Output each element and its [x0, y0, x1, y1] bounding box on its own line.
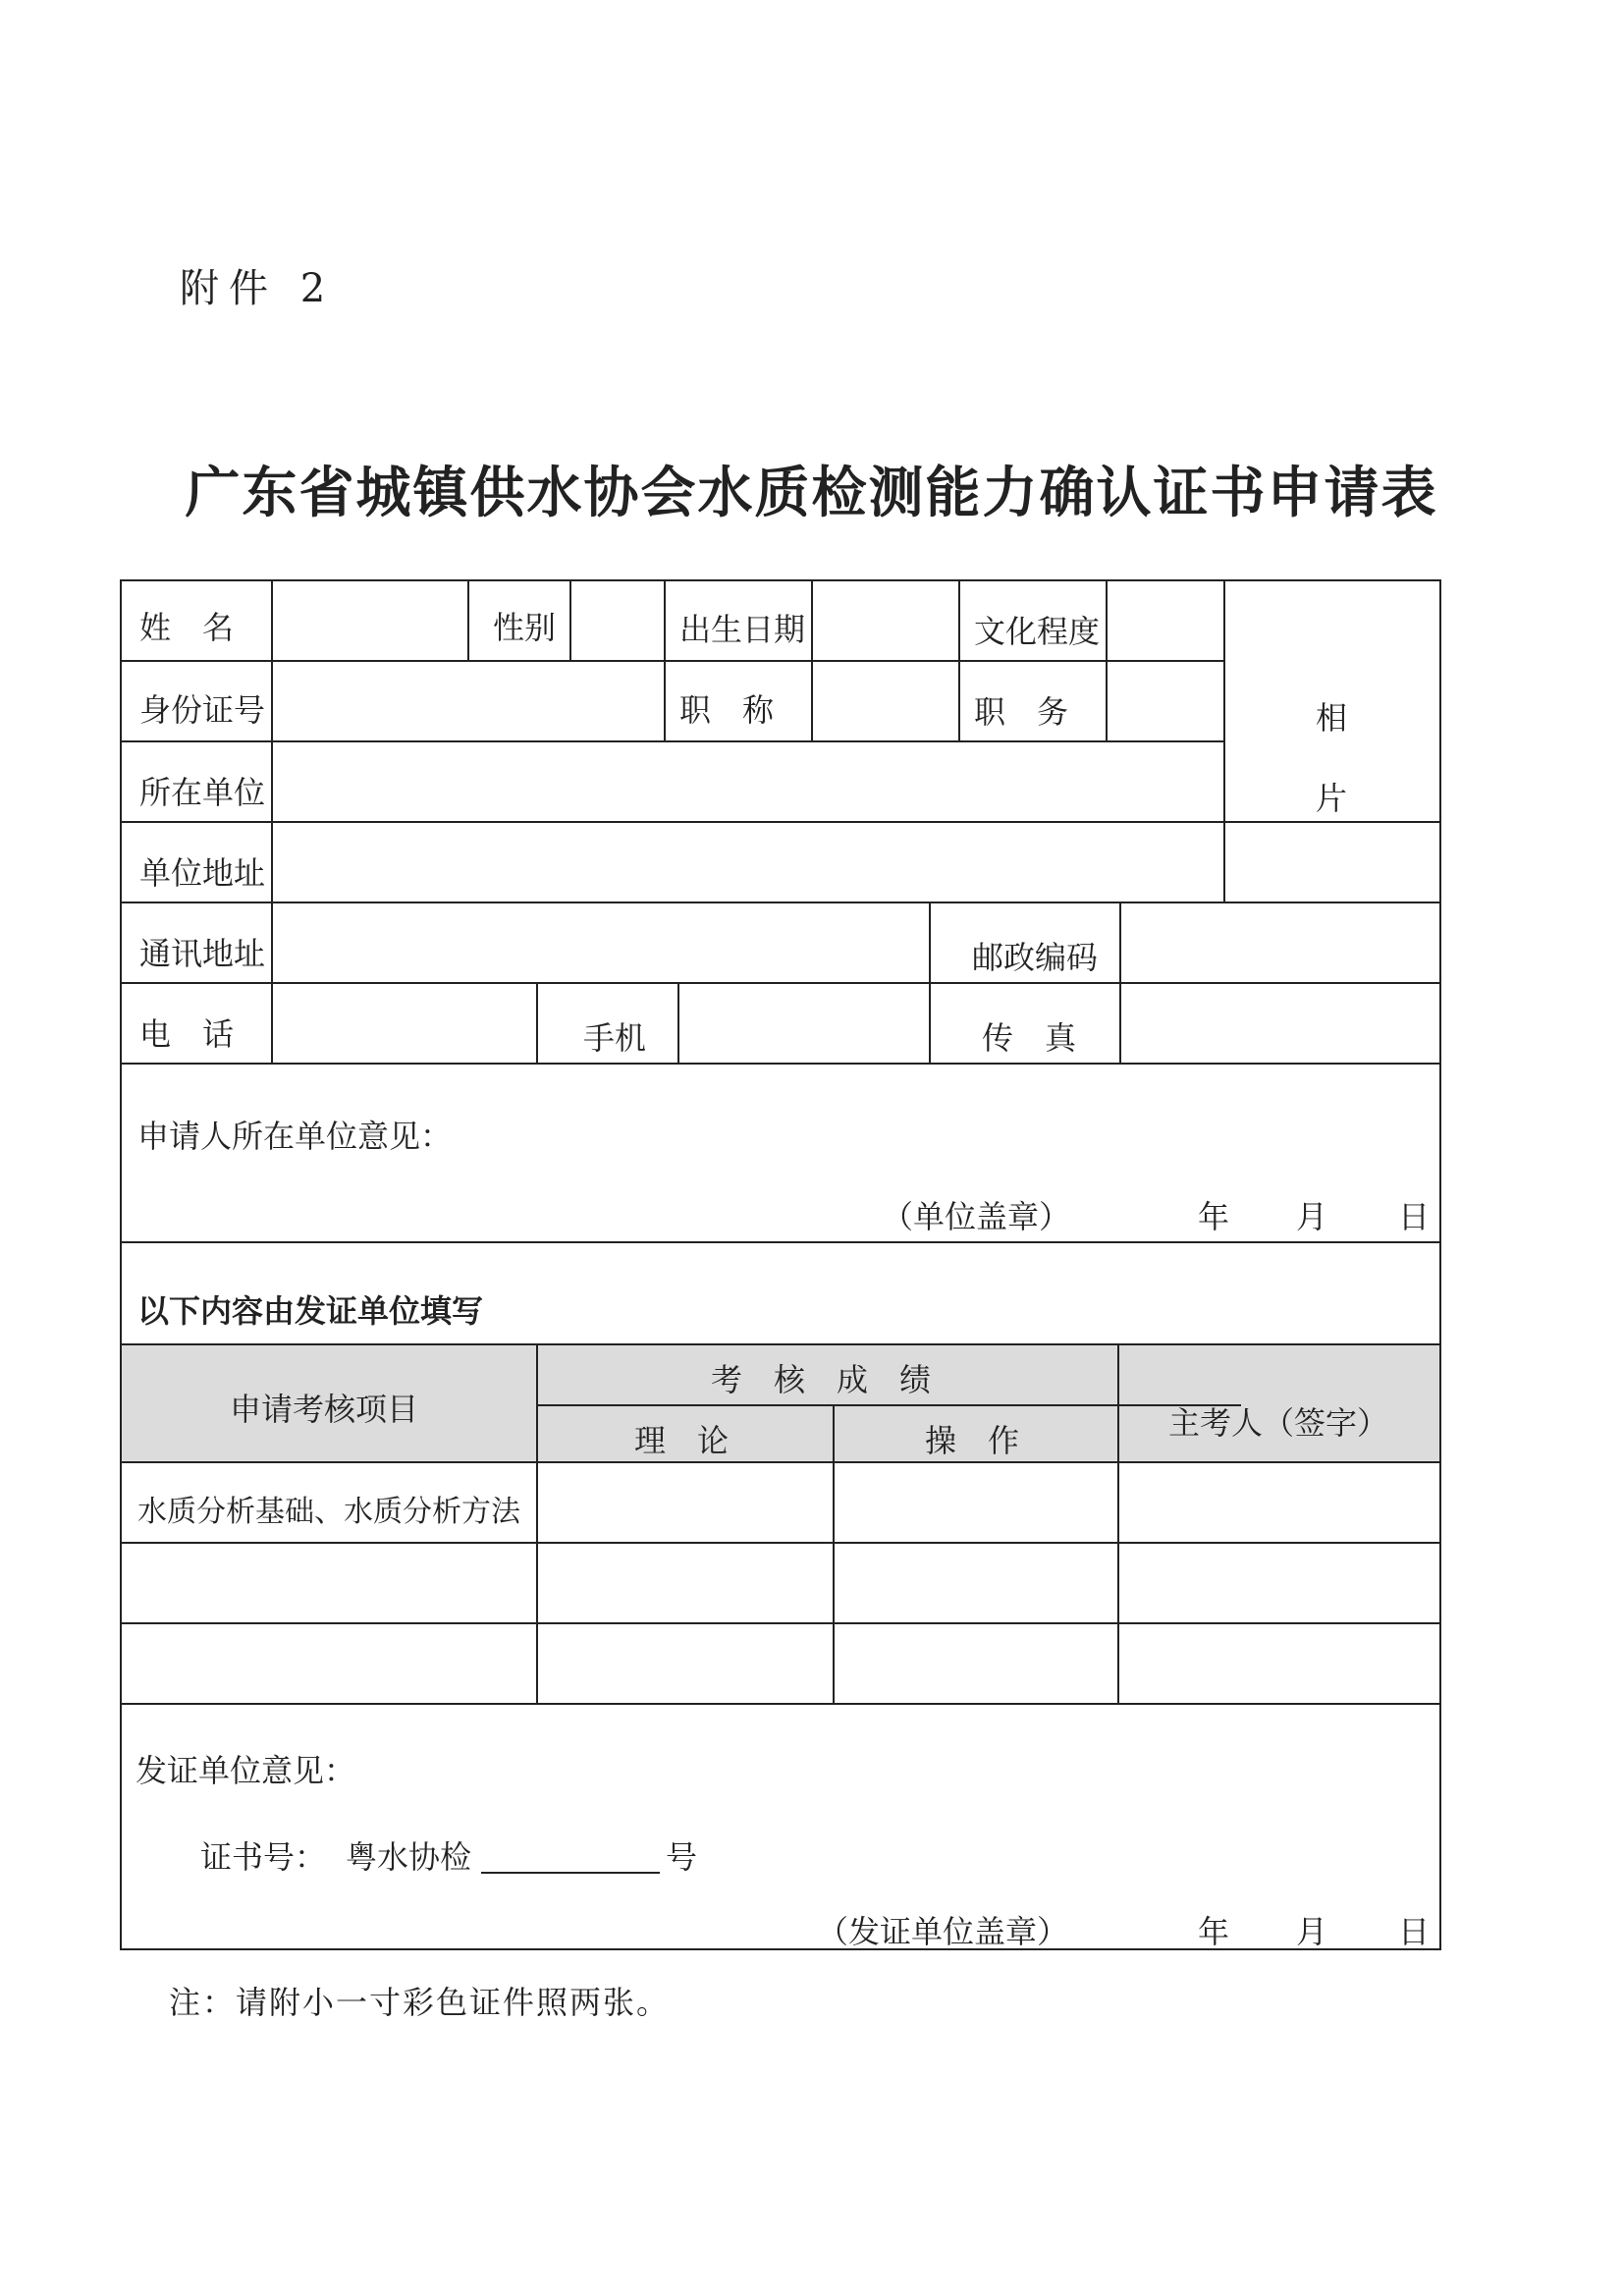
cert-number-label: 证书号：: [200, 1838, 327, 1876]
applicant-seal-label: （单位盖章）: [882, 1198, 1071, 1235]
applicant-day: 日: [1398, 1198, 1431, 1235]
label-birth-date: 出生日期: [679, 611, 806, 648]
issuer-day: 日: [1398, 1913, 1431, 1950]
col-examiner: 主考人（签字）: [1168, 1404, 1389, 1442]
label-id-number: 身份证号: [139, 691, 266, 729]
applicant-year: 年: [1198, 1198, 1230, 1235]
application-form: [120, 579, 1441, 1950]
applicant-month: 月: [1296, 1198, 1328, 1235]
issuer-month: 月: [1296, 1913, 1328, 1950]
issuer-section-note: 以下内容由发证单位填写: [137, 1292, 484, 1330]
issuer-opinion-label: 发证单位意见：: [135, 1752, 356, 1789]
exam-row-item: 水质分析基础、水质分析方法: [137, 1495, 520, 1529]
col-exam-item: 申请考核项目: [230, 1391, 419, 1428]
cert-number-suffix: 号: [666, 1838, 698, 1876]
label-mobile: 手机: [583, 1019, 647, 1057]
col-theory: 理 论: [634, 1422, 730, 1459]
label-name: 姓 名: [139, 609, 235, 646]
label-employer-address: 单位地址: [139, 854, 266, 892]
label-phone: 电 话: [139, 1015, 235, 1053]
col-exam-score: 考 核 成 绩: [711, 1361, 932, 1398]
footnote: 注：请附小一寸彩色证件照两张。: [169, 1984, 671, 2021]
photo-label-2: 片: [1316, 780, 1348, 817]
label-fax: 传 真: [982, 1019, 1077, 1057]
photo-label-1: 相: [1316, 699, 1348, 737]
label-title-rank: 职 称: [679, 691, 775, 729]
label-gender: 性别: [493, 609, 557, 646]
applicant-opinion-label: 申请人所在单位意见：: [137, 1118, 453, 1155]
label-postal-code: 邮政编码: [972, 939, 1099, 976]
col-practice: 操 作: [925, 1422, 1020, 1459]
issuer-year: 年: [1198, 1913, 1230, 1950]
label-education: 文化程度: [974, 613, 1101, 650]
cert-number-blank: [481, 1872, 660, 1874]
label-mailing-address: 通讯地址: [139, 935, 266, 972]
form-title: 广东省城镇供水协会水质检测能力确认证书申请表: [185, 462, 1438, 525]
cert-number-prefix: 粤水协检: [346, 1838, 472, 1876]
label-position: 职 务: [974, 693, 1069, 731]
issuer-seal-label: （发证单位盖章）: [817, 1913, 1069, 1950]
attachment-label: 附件 2: [180, 266, 336, 311]
label-employer: 所在单位: [139, 774, 266, 811]
